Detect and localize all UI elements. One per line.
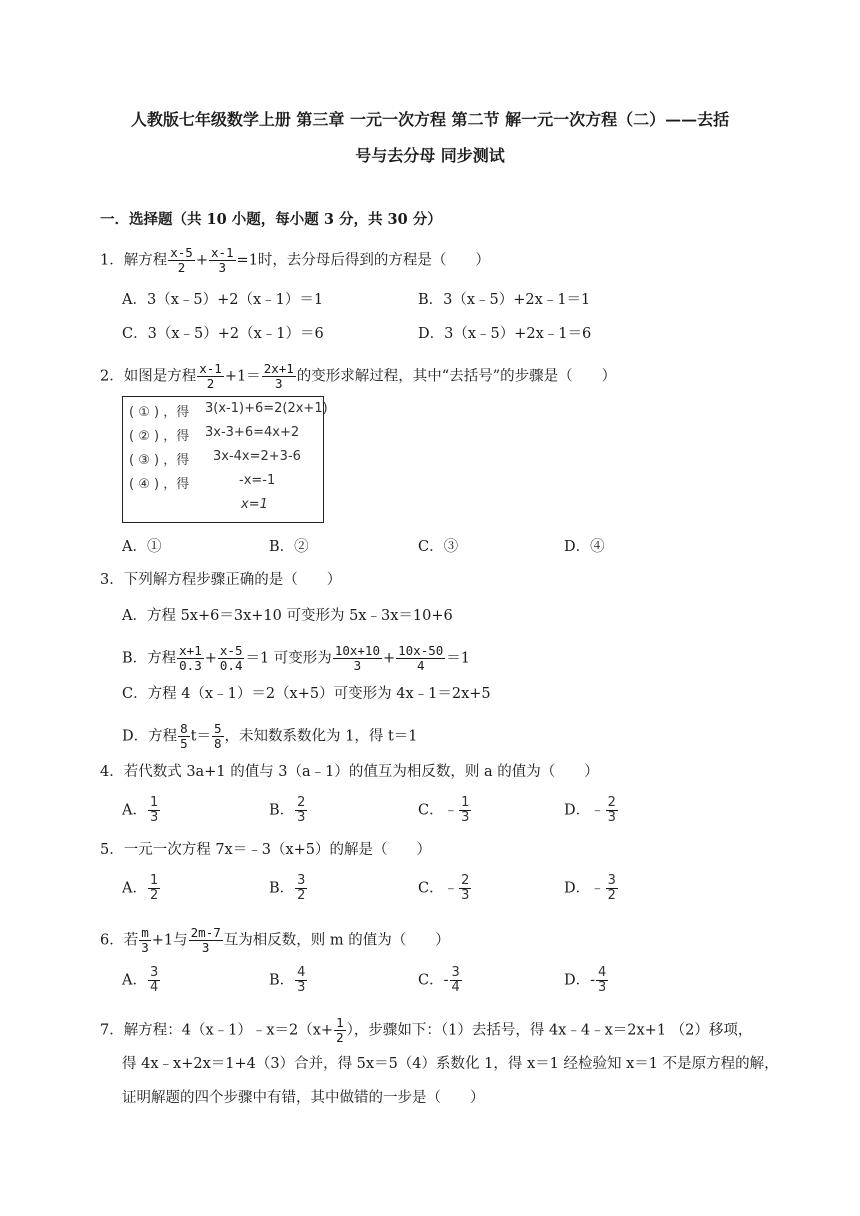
q5-option-a — [122, 874, 161, 903]
q6-middle: +1与 — [151, 932, 188, 949]
option-denominator: 3 — [297, 980, 306, 995]
option-numerator: 1 — [461, 795, 470, 810]
q3b-prefix: B．方程 — [122, 650, 177, 667]
q2-f2-numerator: 2x+1 — [263, 361, 294, 376]
q6-f2-numerator: 2m-7 — [190, 925, 221, 940]
question-3: 3．下列解方程步骤正确的是（ ） — [100, 572, 342, 588]
option-fraction — [459, 796, 471, 825]
q3-option-c: C．方程 4（x﹣1）＝2（x+5）可变形为 4x﹣1＝2x+5 — [122, 686, 491, 702]
option-numerator: 1 — [149, 795, 159, 810]
q3-option-b — [122, 644, 470, 673]
option-numerator: 3 — [607, 873, 616, 888]
q3d-fraction-1 — [178, 722, 190, 751]
option-sign: ﹣ — [590, 802, 605, 819]
q3b-f1-numerator: x+1 — [179, 643, 202, 658]
q3b-fraction-3 — [333, 644, 382, 673]
question-5: 5．一元一次方程 7x＝﹣3（x+5）的解是（ ） — [100, 842, 432, 858]
option-numerator: 3 — [451, 965, 460, 980]
q6-option-b — [269, 966, 308, 995]
q3b-plus-2: + — [382, 650, 396, 667]
option-denominator: 3 — [607, 810, 616, 825]
q1-fraction-1 — [168, 246, 195, 275]
q1-f2-numerator: x-1 — [210, 245, 234, 260]
option-denominator: 2 — [297, 888, 306, 903]
box-step-5-eq: x=1 — [241, 497, 268, 512]
option-label: A． — [122, 880, 147, 897]
q1-suffix: =1时，去分母后得到的方程是（ ） — [236, 252, 490, 269]
q3d-f2-numerator: 5 — [214, 721, 222, 736]
option-fraction — [295, 966, 307, 995]
option-numerator: 3 — [149, 965, 159, 980]
q1-f1-denominator: 2 — [177, 260, 186, 275]
q3-option-a: A．方程 5x+6＝3x+10 可变形为 5x﹣3x＝10+6 — [122, 608, 453, 624]
q3b-f4-denominator: 4 — [416, 658, 425, 673]
option-label: A． — [122, 972, 147, 989]
q4-option-a — [122, 796, 161, 825]
q2-solution-box — [122, 396, 328, 523]
option-denominator: 4 — [451, 980, 460, 995]
q4-option-d — [564, 796, 619, 825]
question-4: 4．若代数式 3a+1 的值与 3（a﹣1）的值互为相反数，则 a 的值为（ ） — [100, 764, 599, 780]
q3b-plus: + — [204, 650, 217, 667]
option-sign: ﹣ — [443, 880, 459, 897]
q3b-f2-denominator: 0.4 — [219, 658, 243, 673]
q2-suffix: 的变形求解过程，其中“去括号”的步骤是（ ） — [296, 368, 617, 385]
q1-f1-numerator: x-5 — [170, 245, 193, 260]
box-step-1-label: ( ① ) ，得 — [129, 405, 190, 420]
box-step-2-eq: 3x-3+6=4x+2 — [205, 425, 300, 440]
option-label: D． — [564, 802, 591, 819]
section-heading: 一．选择题（共 10 小题，每小题 3 分，共 30 分） — [100, 211, 442, 228]
option-denominator: 3 — [149, 810, 159, 825]
q6-option-d — [564, 966, 609, 995]
option-denominator: 3 — [297, 810, 306, 825]
option-numerator: 4 — [598, 965, 607, 980]
option-numerator: 2 — [297, 795, 306, 810]
q2-option-c: C．③ — [418, 539, 459, 555]
q3b-fraction-4 — [396, 644, 445, 673]
option-label: D． — [564, 972, 591, 989]
option-fraction — [450, 966, 462, 995]
q3b-fraction-1 — [177, 644, 204, 673]
q6-fraction-2 — [189, 926, 223, 955]
option-fraction — [148, 966, 160, 995]
q2-fraction-1 — [197, 362, 224, 391]
option-fraction — [459, 874, 471, 903]
option-fraction — [148, 796, 160, 825]
q7-suffix: ），步骤如下：（1）去括号，得 4x﹣4﹣x＝2x+1 （2）移项， — [346, 1022, 753, 1039]
box-step-4-label: ( ④ ) ，得 — [129, 477, 190, 492]
question-7-line-3: 证明解题的四个步骤中有错，其中做错的一步是（ ） — [122, 1090, 485, 1106]
q3b-f3-denominator: 3 — [353, 658, 362, 673]
question-1 — [100, 246, 490, 275]
q7-fraction — [334, 1016, 346, 1045]
option-fraction — [606, 874, 618, 903]
option-fraction — [596, 966, 608, 995]
q1-prefix: 1．解方程 — [100, 252, 168, 269]
q3d-prefix: D．方程 — [122, 728, 178, 745]
question-2 — [100, 362, 616, 391]
box-step-3-eq: 3x-4x=2+3-6 — [213, 449, 301, 464]
q2-middle: +1＝ — [224, 368, 261, 385]
q3b-f4-numerator: 10x-50 — [398, 643, 444, 658]
option-label: B． — [269, 880, 295, 897]
option-label: D． — [564, 880, 591, 897]
question-6 — [100, 926, 450, 955]
option-numerator: 1 — [149, 873, 159, 888]
q6-suffix: 互为相反数，则 m 的值为（ ） — [223, 932, 450, 949]
box-step-3-label: ( ③ ) ，得 — [129, 453, 190, 468]
box-step-1-eq: 3(x-1)+6=2(2x+1) — [205, 401, 328, 416]
q3b-fraction-2 — [218, 644, 245, 673]
q2-f1-numerator: x-1 — [199, 361, 222, 376]
q3d-f1-numerator: 8 — [180, 721, 188, 736]
q6-f1-numerator: m — [141, 925, 149, 940]
title-line-1: 人教版七年级数学上册 第三章 一元一次方程 第二节 解一元一次方程（二）——去括 — [130, 110, 730, 129]
option-sign: - — [590, 972, 596, 989]
q1-option-a: A．3（x﹣5）+2（x﹣1）＝1 — [122, 292, 324, 308]
box-step-4-eq: -x=-1 — [239, 473, 276, 488]
q3b-f2-numerator: x-5 — [219, 643, 243, 658]
q3b-f1-denominator: 0.3 — [179, 658, 202, 673]
q3d-f1-denominator: 5 — [180, 736, 188, 751]
title-line-2: 号与去分母 同步测试 — [355, 146, 505, 165]
option-fraction — [148, 874, 160, 903]
option-denominator: 2 — [607, 888, 616, 903]
option-sign: - — [443, 972, 449, 989]
q3d-f2-denominator: 8 — [214, 736, 222, 751]
option-denominator: 3 — [461, 888, 470, 903]
option-numerator: 2 — [607, 795, 616, 810]
q7-prefix: 7．解方程：4（x﹣1）﹣x＝2（x+ — [100, 1022, 334, 1039]
option-fraction — [606, 796, 618, 825]
q1-option-c: C．3（x﹣5）+2（x﹣1）＝6 — [122, 326, 324, 342]
question-7-line-1 — [100, 1016, 752, 1045]
q1-option-b: B．3（x﹣5）+2x﹣1＝1 — [418, 292, 591, 308]
option-label: C． — [418, 972, 444, 989]
q3d-suffix: ，未知数系数化为 1，得 t＝1 — [224, 728, 418, 745]
q3b-middle: ＝1 可变形为 — [245, 650, 332, 667]
option-label: C． — [418, 880, 444, 897]
q4-option-c — [418, 796, 472, 825]
option-numerator: 3 — [297, 873, 306, 888]
option-label: B． — [269, 972, 295, 989]
option-label: C． — [418, 802, 444, 819]
option-numerator: 2 — [461, 873, 470, 888]
q2-f1-denominator: 2 — [206, 376, 215, 391]
q4-option-b — [269, 796, 308, 825]
q3b-f3-numerator: 10x+10 — [334, 643, 380, 658]
q6-prefix: 6．若 — [100, 932, 139, 949]
q6-fraction-1 — [139, 926, 151, 955]
option-numerator: 4 — [297, 965, 306, 980]
option-denominator: 3 — [598, 980, 607, 995]
q3d-fraction-2 — [212, 722, 224, 751]
q2-option-a: A．① — [122, 539, 162, 555]
q2-f2-denominator: 3 — [274, 376, 283, 391]
q2-option-b: B．② — [269, 539, 309, 555]
option-sign: ﹣ — [443, 802, 459, 819]
q2-option-d: D．④ — [564, 539, 605, 555]
q1-option-d: D．3（x﹣5）+2x﹣1＝6 — [418, 326, 592, 342]
option-label: A． — [122, 802, 147, 819]
q6-option-c — [418, 966, 463, 995]
option-denominator: 2 — [149, 888, 159, 903]
q3-option-d — [122, 722, 418, 751]
q3d-t-equals: t＝ — [190, 728, 211, 745]
q2-prefix: 2．如图是方程 — [100, 368, 197, 385]
q7-denominator: 2 — [336, 1030, 344, 1045]
q6-f1-denominator: 3 — [141, 940, 149, 955]
q7-numerator: 1 — [336, 1015, 344, 1030]
q1-f2-denominator: 3 — [218, 260, 227, 275]
q6-option-a — [122, 966, 161, 995]
q5-option-c — [418, 874, 472, 903]
option-label: B． — [269, 802, 295, 819]
option-fraction — [295, 796, 307, 825]
box-step-2-label: ( ② ) ，得 — [129, 429, 190, 444]
q2-fraction-2 — [262, 362, 296, 391]
question-7-line-2: 得 4x﹣x+2x＝1+4（3）合并，得 5x＝5（4）系数化 1，得 x＝1 经检验知 x＝1 不是原方程的解， — [122, 1056, 779, 1072]
q5-option-b — [269, 874, 308, 903]
option-fraction — [295, 874, 307, 903]
q5-option-d — [564, 874, 619, 903]
option-denominator: 3 — [461, 810, 470, 825]
q3b-suffix: ＝1 — [446, 650, 471, 667]
q1-fraction-2 — [209, 246, 236, 275]
q1-plus: + — [195, 252, 208, 269]
q6-f2-denominator: 3 — [201, 940, 210, 955]
option-sign: ﹣ — [590, 880, 605, 897]
option-denominator: 4 — [149, 980, 159, 995]
